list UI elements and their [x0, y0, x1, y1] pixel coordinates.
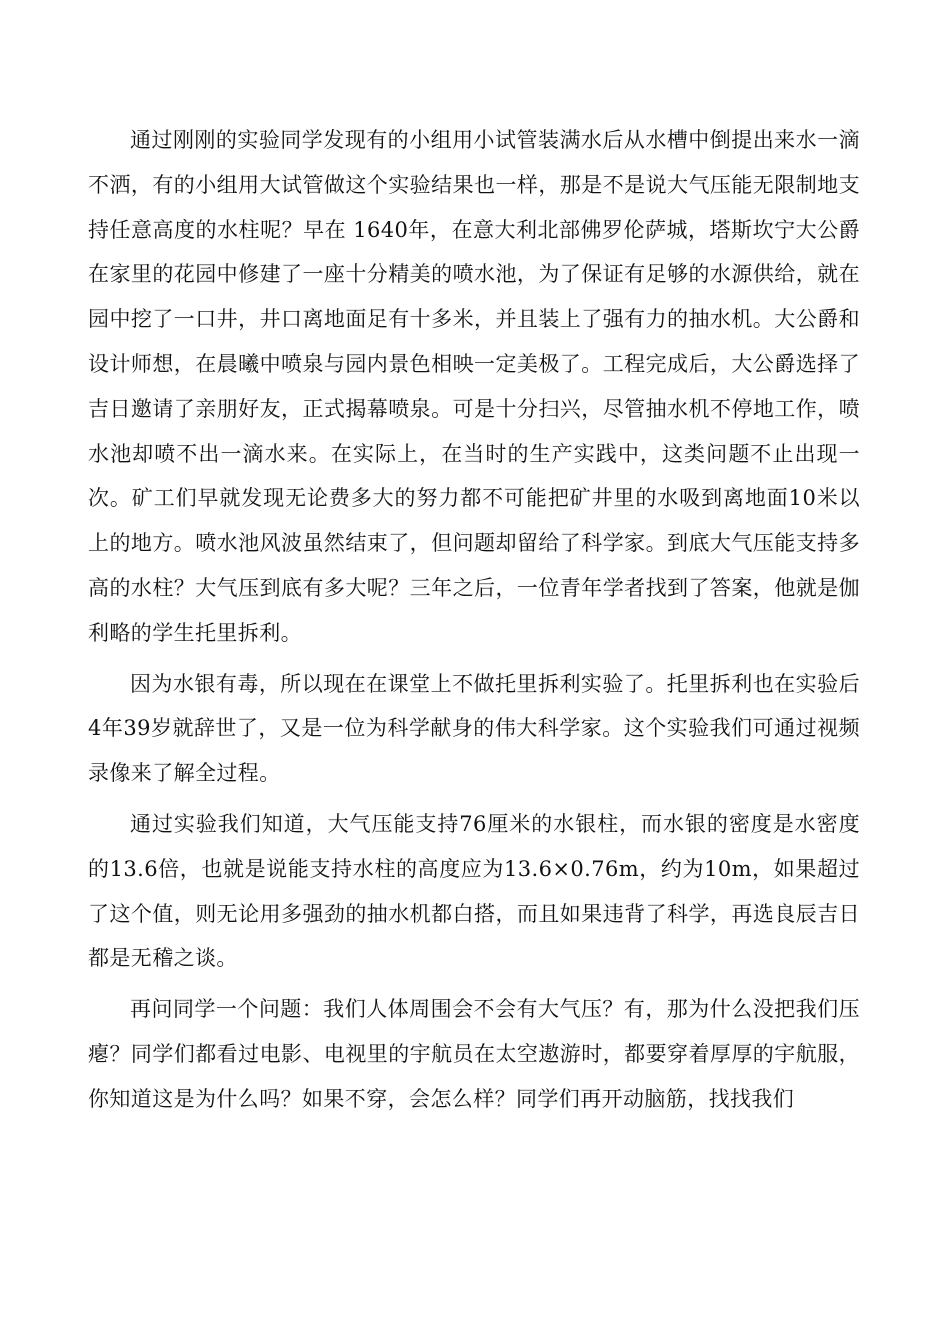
- paragraph-torricelli-story: 通过刚刚的实验同学发现有的小组用小试管装满水后从水槽中倒提出来水一滴不洒，有的小组用大试管做这个实验结果也一样，那是不是说大气压能无限制地支持任意高度的水柱呢？早在 1640年，在意大利北部佛罗伦萨城，塔斯坎宁大公爵在家里的花园中修建了一座十分精美的喷水池，为了保证有足够的水源供给，就在园中挖了一口井，井口离地面足有十多米，并且装上了强有力的抽水机。大公爵和设计师想，在晨曦中喷泉与园内景色相映一定美极了。工程完成后，大公爵选择了吉日邀请了亲朋好友，正式揭幕喷泉。可是十分扫兴，尽管抽水机不停地工作，喷水池却喷不出一滴水来。在实际上，在当时的生产实践中，这类问题不止出现一次。矿工们早就发现无论费多大的努力都不可能把矿井里的水吸到离地面10米以上的地方。喷水池风波虽然结束了，但问题却留给了科学家。到底大气压能支持多高的水柱？大气压到底有多大呢？三年之后，一位青年学者找到了答案，他就是伽利略的学生托里拆利。: [88, 128, 860, 645]
- document-body: [88, 118, 860, 1128]
- paragraph-water-column: 通过实验我们知道，大气压能支持76厘米的水银柱，而水银的密度是水密度的13.6倍，也就是说能支持水柱的高度应为13.6×0.76m，约为10m，如果超过了这个值，则无论用多强劲的抽水机都白搭，而且如果违背了科学，再选良辰吉日都是无稽之谈。: [88, 811, 860, 971]
- paragraph-mercury-note: 因为水银有毒，所以现在在课堂上不做托里拆利实验了。托里拆利也在实验后4年39岁就辞世了，又是一位为科学献身的伟大科学家。这个实验我们可通过视频录像来了解全过程。: [88, 671, 860, 786]
- paragraph-human-pressure: 再问同学一个问题：我们人体周围会不会有大气压？有，那为什么没把我们压瘪？同学们都看过电影、电视里的宇航员在太空遨游时，都要穿着厚厚的宇航服，你知道这是为什么吗？如果不穿，会怎么样？同学们再开动脑筋，找找我们: [88, 997, 860, 1111]
